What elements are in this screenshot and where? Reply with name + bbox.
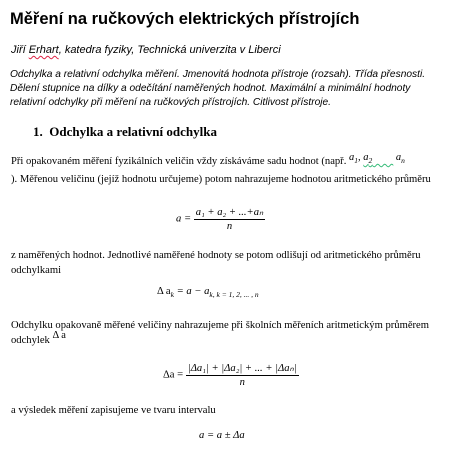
equation-inline-values: $a_1$, $a_2$ $a_n$ — [349, 152, 405, 165]
equation-avgdev-numerator: |Δa₁| + |Δa₂| + ... + |Δaₙ| — [187, 363, 297, 374]
equation-deviation-index: k, k = 1, 2, ... , n — [209, 290, 259, 299]
paragraph-average-deviation: Odchylku opakovaně měřené veličiny nahrazujeme při školních měřeních aritmetickým průměrem odchylek Δ a — [11, 320, 430, 346]
section-heading — [33, 124, 217, 140]
author-surname: Erhart — [28, 44, 59, 56]
equation-mean — [176, 206, 265, 232]
equation-deviation-delta: Δ a — [157, 286, 171, 297]
equation-avgdev-lhs: Δa = — [163, 369, 184, 381]
author-line — [11, 44, 281, 56]
paragraph-interval: a výsledek měření zapisujeme ve tvaru intervalu — [11, 405, 216, 416]
paragraph-measurement-set — [11, 154, 446, 187]
equation-average-deviation — [163, 362, 299, 388]
section-title: Odchylka a relativní odchylka — [49, 124, 217, 139]
equation-mean-denominator: n — [226, 221, 233, 232]
equation-interval: a = a ± Δa — [199, 430, 245, 441]
abstract-text: Odchylka a relativní odchylka měření. Jmenovitá hodnota přístroje (rozsah). Třída přesnosti. Dělení stupnice na dílky a odečítání naměřených hodnot. Maximální a minimální hodnoty relativní odchylky při měření na ručkových přístrojích. Citlivost přístroje. — [10, 69, 426, 108]
equation-deviation: Δ $a_k = a - a_{k, k = 1, 2, ... , n}$ — [157, 286, 259, 299]
equation-mean-lhs: a = — [176, 213, 192, 225]
section-number: 1. — [33, 124, 43, 139]
document-title: Měření na ručkových elektrických přístrojích — [10, 10, 360, 28]
author-affiliation: , katedra fyziky, Technická univerzita v Liberci — [58, 44, 281, 56]
equation-mean-numerator: a₁ + a₂ + ...+aₙ — [195, 207, 264, 218]
author-first-name: Jiří — [11, 44, 29, 56]
equation-deviation-rhs: = a − a — [173, 286, 210, 297]
paragraph-text-cont: ). Měřenou veličinu (jejíž hodnotu určujeme) potom nahrazujeme hodnotou aritmetického průměru — [11, 174, 431, 185]
paragraph-deviations: z naměřených hodnot. Jednotlivé naměřené hodnoty se potom odlišují od aritmetického průměru odchylkami — [11, 250, 421, 276]
equation-avgdev-denominator: n — [239, 377, 245, 388]
paragraph-text: Při opakovaném měření fyzikálních veličin vždy získáváme sadu hodnot (např. — [11, 156, 347, 167]
equation-inline-avg-deviation: Δ a — [52, 330, 66, 341]
